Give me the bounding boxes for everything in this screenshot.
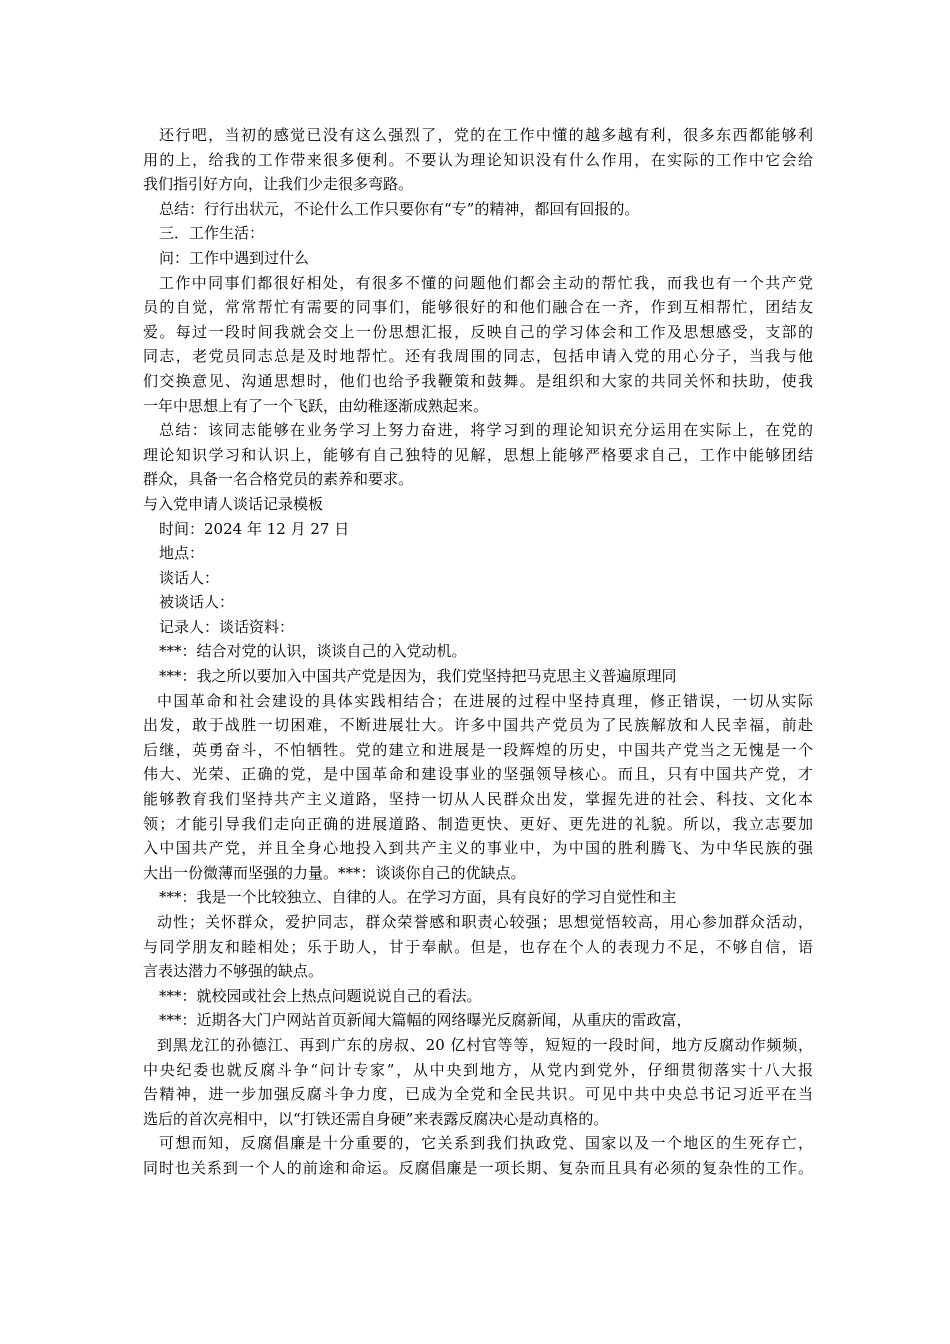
text-line: 爱。每过一段时间我就会交上一份思想汇报，反映自己的学习体会和工作及思想感受，支部的 xyxy=(143,322,813,341)
text-line: 三．工作生活： xyxy=(159,224,265,243)
text-line: 可想而知，反腐倡廉是十分重要的，它关系到我们执政党、国家以及一个地区的生死存亡， xyxy=(159,1134,813,1153)
text-line: 被谈话人： xyxy=(159,593,235,612)
text-line: 与入党申请人谈话记录模板 xyxy=(143,494,324,513)
text-line: 言表达潜力不够强的缺点。 xyxy=(143,962,324,981)
text-line: 问：工作中遇到过什么 xyxy=(159,248,310,267)
text-line: 选后的首次亮相中，以“打铁还需自身硬”来表露反腐决心是动真格的。 xyxy=(143,1109,609,1128)
text-line: ***：结合对党的认识，谈谈自己的入党动机。 xyxy=(159,642,467,661)
text-line: 地点： xyxy=(159,544,205,563)
text-line: 入中国共产党，并且全身心地投入到共产主义的事业中，为中国的胜利腾飞、为中华民族的强 xyxy=(143,839,813,858)
text-line: 时间：2024 年 12 月 27 日 xyxy=(159,519,350,538)
text-line: 还行吧，当初的感觉已没有这么强烈了，党的在工作中懂的越多越有利，很多东西都能够利 xyxy=(159,126,813,144)
text-line: 理论知识学习和认识上，能够有自己独特的见解，思想上能够严格要求自己，工作中能够团结 xyxy=(143,445,813,464)
text-line: 群众，具备一名合格党员的素养和要求。 xyxy=(143,470,414,489)
text-line: 大出一份微薄而坚强的力量。***：谈谈你自己的优缺点。 xyxy=(143,863,526,882)
text-line: 动性；关怀群众，爱护同志，群众荣誉感和职责心较强；思想觉悟较高，用心参加群众活动， xyxy=(157,913,813,931)
text-line: ***：近期各大门户网站首页新闻大篇幅的网络曝光反腐新闻，从重庆的雷政富， xyxy=(159,1011,692,1030)
text-line: 出发，敢于战胜一切困难，不断进展壮大。许多中国共产党员为了民族解放和人民幸福，前赴 xyxy=(143,716,813,735)
text-line: 与同学朋友和睦相处；乐于助人，甘于奉献。但是，也存在个人的表现力不足，不够自信，语 xyxy=(143,937,813,956)
text-line: 记录人：谈话资料： xyxy=(159,617,295,636)
text-line: 领；才能引导我们走向正确的进展道路、制造更快、更好、更先进的礼貌。所以，我立志要加 xyxy=(143,814,813,833)
text-line: 同志，老党员同志总是及时地帮忙。还有我周围的同志，包括申请入党的用心分子，当我与他 xyxy=(143,347,813,366)
text-line: ***：我是一个比较独立、自律的人。在学习方面，具有良好的学习自觉性和主 xyxy=(159,888,677,907)
text-line: 员的自觉，常常帮忙有需要的同事们，能够很好的和他们融合在一齐，作到互相帮忙，团结友 xyxy=(143,298,813,317)
text-line: 中央纪委也就反腐斗争“问计专家”，从中央到地方，从党内到党外，仔细贯彻落实十八大报 xyxy=(143,1060,813,1079)
document-body xyxy=(143,123,813,1181)
text-line: ***：我之所以要加入中国共产党是因为，我们党坚持把马克思主义普遍原理同 xyxy=(159,667,677,686)
text-line: 用的上，给我的工作带来很多便利。不要认为理论知识没有什么作用，在实际的工作中它会给 xyxy=(143,150,813,169)
text-line: 能够教育我们坚持共产主义道路，坚持一切从人民群众出发，掌握先进的社会、科技、文化本 xyxy=(143,790,813,809)
text-line: 伟大、光荣、正确的党，是中国革命和建设事业的坚强领导核心。而且，只有中国共产党，才 xyxy=(143,765,813,784)
text-line: 一年中思想上有了一个飞跃，由幼稚逐渐成熟起来。 xyxy=(143,396,489,415)
text-line: 谈话人： xyxy=(159,568,220,587)
text-line: 后继，英勇奋斗，不怕牺牲。党的建立和进展是一段辉煌的历史，中国共产党当之无愧是一个 xyxy=(143,740,813,759)
text-line: 工作中同事们都很好相处，有很多不懂的问题他们都会主动的帮忙我，而我也有一个共产党 xyxy=(159,273,813,292)
text-line: 到黑龙江的孙德江、再到广东的房叔、20 亿村官等等，短短的一段时间，地方反腐动作频频， xyxy=(157,1035,813,1054)
text-line: 中国革命和社会建设的具体实践相结合；在进展的过程中坚持真理，修正错误，一切从实际 xyxy=(157,691,813,710)
text-line: 们交换意见、沟通思想时，他们也给予我鞭策和鼓舞。是组织和大家的共同关怀和扶助，使我 xyxy=(143,371,813,390)
text-line: 总结：行行出状元，不论什么工作只要你有“专”的精神，都回有回报的。 xyxy=(159,199,640,218)
text-line: 同时也关系到一个人的前途和命运。反腐倡廉是一项长期、复杂而且具有必须的复杂性的工作。 xyxy=(143,1158,813,1177)
text-line: 我们指引好方向，让我们少走很多弯路。 xyxy=(143,175,414,194)
text-line: 总结：该同志能够在业务学习上努力奋进，将学习到的理论知识充分运用在实际上，在党的 xyxy=(159,421,813,440)
text-line: 告精神，进一步加强反腐斗争力度，已成为全党和全民共识。可见中共中央总书记习近平在当 xyxy=(143,1085,813,1104)
text-line: ***：就校园或社会上热点问题说说自己的看法。 xyxy=(159,986,482,1005)
